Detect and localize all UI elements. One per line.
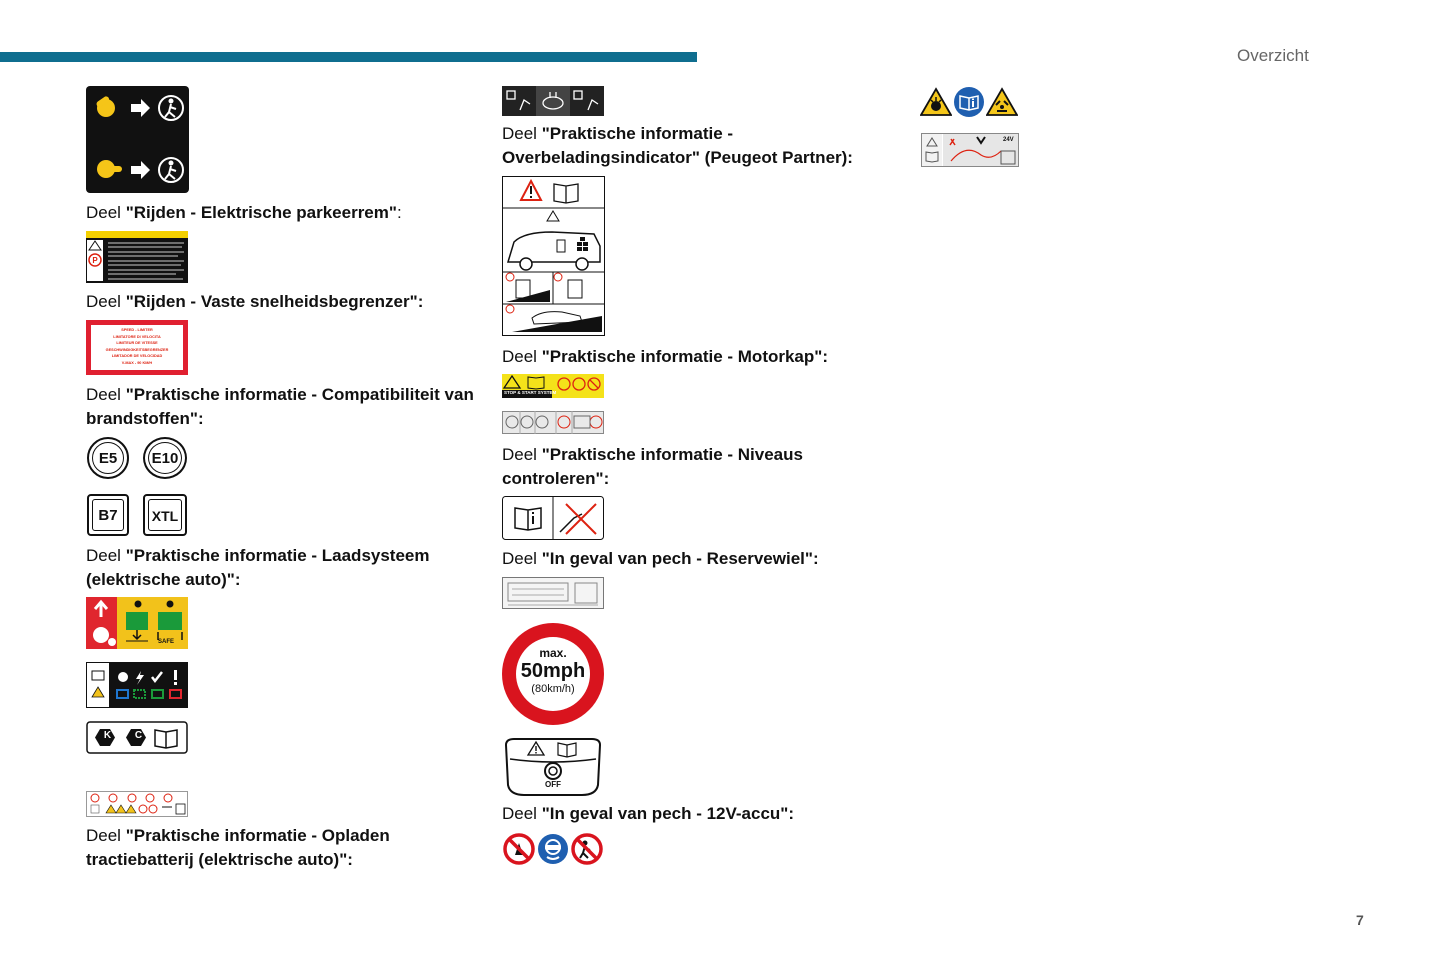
caption-spare-wheel: Deel "In geval van pech - Reservewiel": <box>502 549 819 568</box>
section-title: Overzicht <box>1237 46 1309 65</box>
stop-start-sticker: STOP & START SYSTEM <box>502 374 604 398</box>
spare-wheel-label <box>502 577 604 609</box>
caption-hood: Deel "Praktische informatie - Motorkap": <box>502 347 828 366</box>
caption-12v-battery: Deel "In geval van pech - 12V-accu": <box>502 804 795 823</box>
max-speed-sign: max. 50mph (80km/h) <box>502 623 604 725</box>
connector-type-label: K C <box>86 721 188 754</box>
top-accent-bar <box>0 52 697 62</box>
stop-start-off-label: OFF <box>502 737 604 797</box>
charging-system-label: SAFE <box>86 597 188 649</box>
parking-warning-sticker <box>86 231 188 283</box>
fuel-e10-icon: E10 <box>143 437 187 479</box>
corrosive-warning-icon <box>986 87 1018 117</box>
caption-overload-indicator: Deel "Praktische informatie - Overbeladingsindicator" (Peugeot Partner): <box>502 124 853 167</box>
fuel-xtl-icon: XTL <box>143 494 187 536</box>
overload-indicator-strip <box>502 86 604 116</box>
keep-children-away-icon <box>571 833 603 865</box>
fuel-e5-icon: E5 <box>87 437 129 479</box>
no-fire-icon <box>503 833 535 865</box>
caption-parking-brake: Deel "Rijden - Elektrische parkeerrem": <box>86 203 402 222</box>
caption-check-levels: Deel "Praktische informatie - Niveaus controleren": <box>502 445 803 488</box>
hood-warning-strip <box>502 411 604 434</box>
caption-speed-limiter: Deel "Rijden - Vaste snelheidsbegrenzer": <box>86 292 424 311</box>
charge-status-label <box>86 662 188 708</box>
caption-traction-battery: Deel "Praktische informatie - Opladen tractiebatterij (elektrische auto)": <box>86 826 390 869</box>
traction-battery-warning-strip <box>86 791 188 817</box>
read-manual-icon <box>953 86 985 118</box>
speed-limiter-sticker: SPEED - LIMITER LIMITATORE DI VELOCITA LIMITEUR DE VITESSE GESCHWINDIGKEITSBEGRENZER LIMITADOR DE VELOCIDAD V-MAX - 90 KM/H <box>86 320 188 375</box>
svg-text:P: P <box>92 256 98 265</box>
eye-protection-icon <box>537 833 569 865</box>
caption-charging-system: Deel "Praktische informatie - Laadsysteem (elektrische auto)": <box>86 546 430 589</box>
caption-fuel-compat: Deel "Praktische informatie - Compatibiliteit van brandstoffen": <box>86 385 474 428</box>
fuel-b7-icon: B7 <box>87 494 129 536</box>
parking-brake-label-image <box>86 86 189 193</box>
check-levels-label <box>502 496 604 540</box>
explosive-warning-icon <box>920 87 952 117</box>
overload-diagram <box>502 176 605 336</box>
page-number: 7 <box>1356 912 1364 928</box>
battery-jumpstart-label: 24V <box>921 133 1019 167</box>
